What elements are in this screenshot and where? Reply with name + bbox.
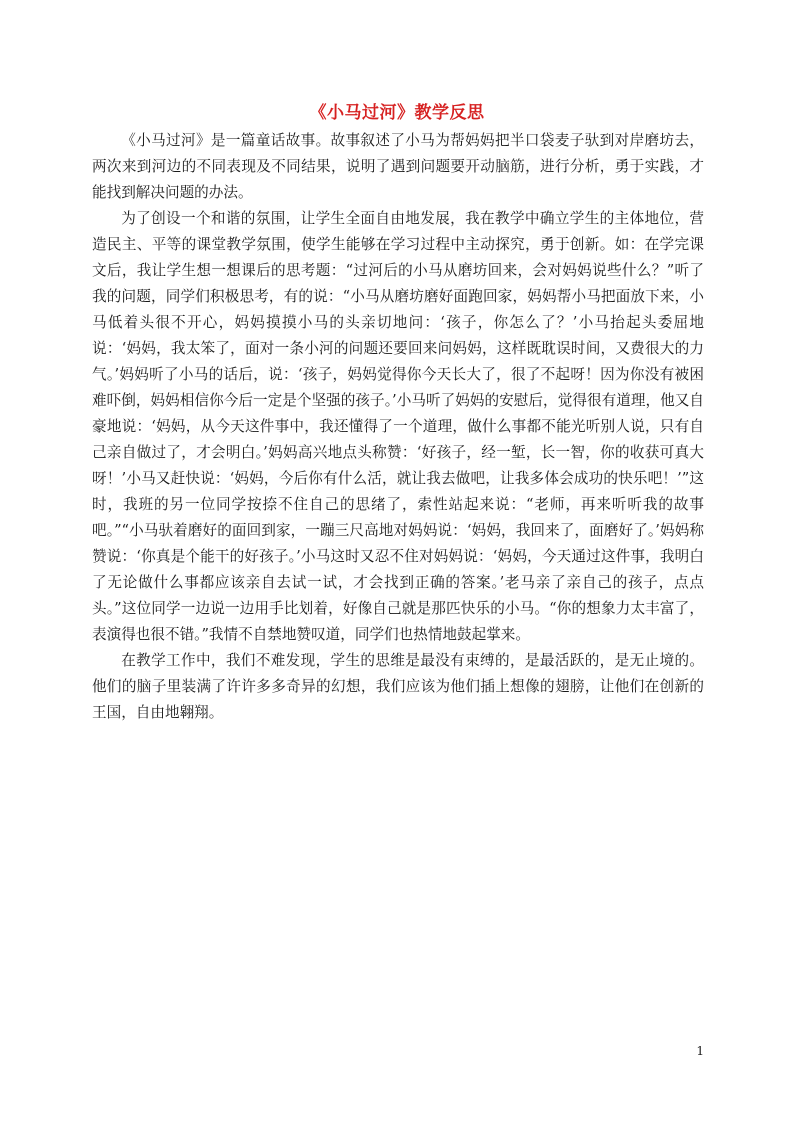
document-title: 《小马过河》教学反思: [309, 103, 485, 123]
paragraph-conclusion: 在教学工作中，我们不难发现，学生的思维是最没有束缚的，是最活跃的，是无止境的。他们的脑子里装满了许许多多奇异的幻想，我们应该为他们插上想像的翅膀，让他们在创新的王国，自由地翱翔。: [92, 652, 704, 721]
page-number: 1: [696, 1044, 704, 1058]
document-body: [92, 128, 704, 726]
paragraph-classroom-story: 为了创设一个和谐的氛围，让学生全面自由地发展，我在教学中确立学生的主体地位，营造民主、平等的课堂教学氛围，使学生能够在学习过程中主动探究，勇于创新。如：在学完课文后，我让学生想一想课后的思考题：“过河后的小马从磨坊回来，会对妈妈说些什么？”听了我的问题，同学们积极思考，有的说：“小马从磨坊磨好面跑回家，妈妈帮小马把面放下来，小马低着头很不开心，妈妈摸摸小马的头亲切地问：‘孩子，你怎么了？’小马抬起头委屈地说：‘妈妈，我太笨了，面对一条小河的问题还要回来问妈妈，这样既耽误时间，又费很大的力气。’妈妈听了小马的话后，说：‘孩子，妈妈觉得你今天长大了，很了不起呀！因为你没有被困难吓倒，妈妈相信你今后一定是个坚强的孩子。’小马听了妈妈的安慰后，觉得很有道理，他又自豪地说：‘妈妈，从今天这件事中，我还懂得了一个道理，做什么事都不能光听别人说，只有自己亲自做过了，才会明白。’妈妈高兴地点头称赞：‘好孩子，经一堑，长一智，你的收获可真大呀！’小马又赶快说：‘妈妈，今后你有什么活，就让我去做吧，让我多体会成功的快乐吧！’”这时，我班的另一位同学按捺不住自己的思绪了，索性站起来说：“老师，再来听听我的故事吧。”“小马驮着磨好的面回到家，一蹦三尺高地对妈妈说：‘妈妈，我回来了，面磨好了。’妈妈称赞说：‘你真是个能干的好孩子。’小马这时又忍不住对妈妈说：‘妈妈，今天通过这件事，我明白了无论做什么事都应该亲自去试一试，才会找到正确的答案。’老马亲了亲自己的孩子，点点头。”这位同学一边说一边用手比划着，好像自己就是那匹快乐的小马。“你的想象力太丰富了，表演得也很不错。”我情不自禁地赞叹道，同学们也热情地鼓起掌来。: [92, 210, 704, 643]
paragraph-intro: 《小马过河》是一篇童话故事。故事叙述了小马为帮妈妈把半口袋麦子驮到对岸磨坊去，两次来到河边的不同表现及不同结果，说明了遇到问题要开动脑筋，进行分析，勇于实践，才能找到解决问题的办法。: [92, 132, 704, 201]
